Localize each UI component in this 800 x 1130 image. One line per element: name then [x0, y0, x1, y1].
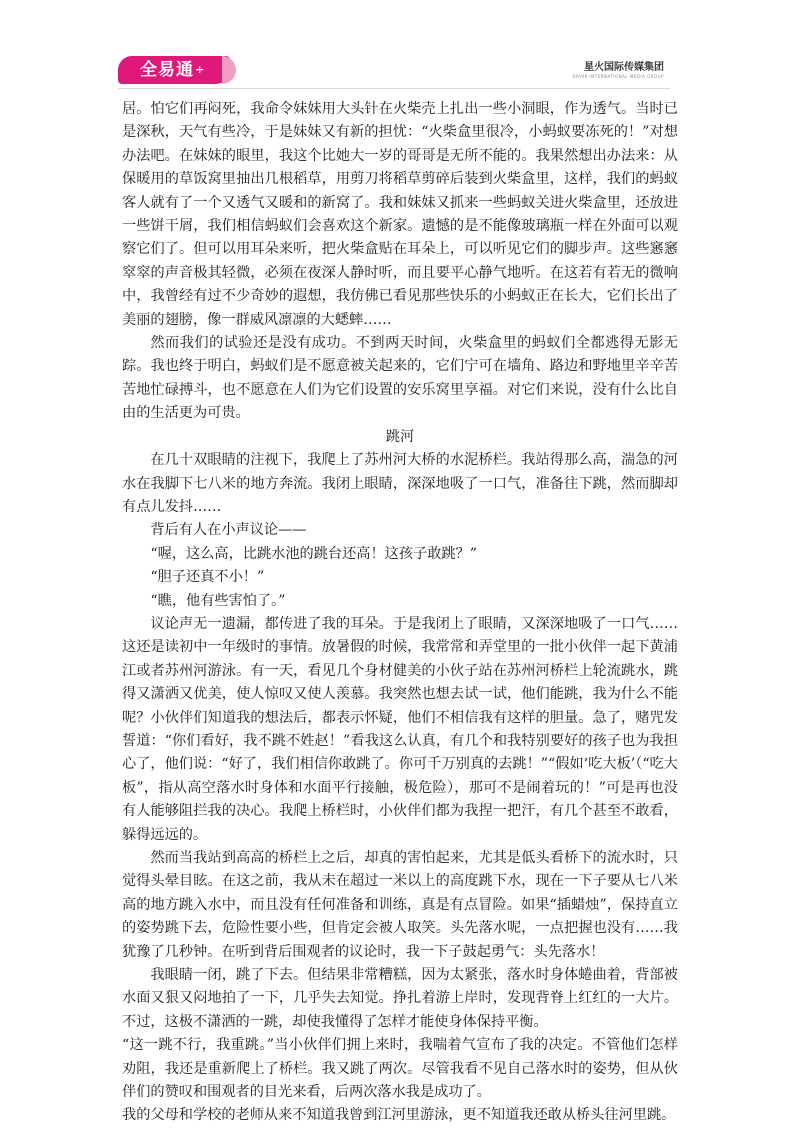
paragraph: 然而当我站到高高的桥栏上之后，却真的害怕起来，尤其是低头看桥下的流水时，只觉得头晕目眩。在这之前，我从未在超过一米以上的高度跳下水，现在一下子要从七八米高的地方跳入水中，而且没有任何准备和训练，真是有点冒险。如果“插蜡烛”，保持直立的姿势跳下去，危险性要小些，但肯定会被人取笑。头先落水呢，一点把握也没有……我犹豫了几秒钟。在听到背后围观者的议论时，我一下子鼓起勇气：头先落水！	[122, 850, 678, 960]
brand-name: 星火国际传媒集团	[584, 62, 664, 73]
paragraph: 居。怕它们再闷死，我命令妹妹用大头针在火柴壳上扎出一些小洞眼，作为透气。当时已是深秋，天气有些冷，于是妹妹又有新的担忧：“火柴盒里很冷，小蚂蚁要冻死的！”对想办法吧。在妹妹的眼里，我这个比她大一岁的哥哥是无所不能的。我果然想出办法来：从保暖用的草饭窝里抽出几根稻草，用剪刀将稻草剪碎后装到火柴盒里，这样，我们的蚂蚁客人就有了一个又透气又暖和的新窝了。我和妹妹又抓来一些蚂蚁关进火柴盒里，还放进一些饼干屑，我们相信蚂蚁们会喜欢这个新家。遗憾的是不能像玻璃瓶一样在外面可以观察它们了。但可以用耳朵来听，把火柴盒贴在耳朵上，可以听见它们的脚步声。这些窸窸窣窣的声音极其轻微，必须在夜深人静时听，而且要平心静气地听。在这若有若无的微响中，我曾经有过不少奇妙的遐想，我仿佛已看见那些快乐的小蚂蚁正在长大，它们长出了美丽的翅膀，像一群威风凛凛的大蟋蟀……	[122, 101, 678, 328]
paragraph: 我的父母和学校的老师从来不知道我曾到江河里游泳，更不知道我还敢从桥头往河里跳。	[122, 1107, 676, 1124]
paragraph: 在几十双眼睛的注视下，我爬上了苏州河大桥的水泥桥栏。我站得那么高，湍急的河水在我脚下七八米的地方奔流。我闭上眼睛，深深地吸了一口气，准备往下跳，然而脚却有点儿发抖……	[122, 452, 678, 515]
quote-line: “胆子还真不小！”	[150, 569, 265, 586]
quote-line: “瞧，他有些害怕了。”	[150, 592, 286, 609]
logo-swoosh-icon	[222, 56, 236, 84]
section-title: 跳河	[385, 428, 415, 445]
logo-plus: +	[195, 63, 206, 76]
logo-text: 全易通	[140, 60, 194, 80]
article-body	[122, 98, 678, 1128]
paragraph: 然而我们的试验还是没有成功。不到两天时间，火柴盒里的蚂蚁们全都逃得无影无踪。我也终于明白，蚂蚁们是不愿意被关起来的，它们宁可在墙角、路边和野地里辛辛苦苦地忙碌搏斗，也不愿意在人们为它们设置的安乐窝里享福。对它们来说，没有什么比自由的生活更为可贵。	[122, 335, 678, 422]
publisher-brand	[572, 58, 664, 79]
brand-subtitle: SPARK INTERNATIONAL MEDIA GROUP	[572, 74, 664, 79]
paragraph: “这一跳不行，我重跳。”当小伙伴们拥上来时，我喘着气宣布了我的决定。不管他们怎样劝阻，我还是重新爬上了桥栏。我又跳了两次。尽管我看不见自己落水时的姿势，但从伙伴们的赞叹和围观者的目光来看，后两次落水我是成功了。	[122, 1037, 678, 1101]
paragraph: 我眼睛一闭，跳了下去。但结果非常糟糕，因为太紧张，落水时身体蜷曲着，背部被水面又狠又闷地拍了一下，几乎失去知觉。挣扎着游上岸时，发现背脊上红红的一大片。不过，这极不潇洒的一跳，却使我懂得了怎样才能使身体保持平衡。	[122, 967, 678, 1030]
paragraph: 背后有人在小声议论——	[150, 522, 307, 539]
paragraph: 议论声无一遗漏，都传进了我的耳朵。于是我闭上了眼睛，又深深地吸了一口气……这还是读初中一年级时的事情。放暑假的时候，我常常和弄堂里的一批小伙伴一起下黄浦江或者苏州河游泳。有一天，看见几个身材健美的小伙子站在苏州河桥栏上轮流跳水，跳得又潇洒又优美，使人惊叹又使人羡慕。我突然也想去试一试，他们能跳，我为什么不能呢？小伙伴们知道我的想法后，都表示怀疑，他们不相信我有这样的胆量。急了，赌咒发誓道：“你们看好，我不跳不姓赵！”看我这么认真，有几个和我特别要好的孩子也为我担心了，他们说：“好了，我们相信你敢跳了。你可千万别真的去跳！”“假如‘吃大板’（“吃大板”，指从高空落水时身体和水面平行接触，极危险），那可不是闹着玩的！”可是再也没有人能够阻拦我的决心。我爬上桥栏时，小伙伴们都为我捏一把汗，有几个甚至不敢看，躲得远远的。	[122, 615, 678, 843]
logo	[118, 56, 230, 84]
quote-line: “喔，这么高，比跳水池的跳台还高！这孩子敢跳？”	[150, 545, 478, 562]
page-header	[118, 52, 670, 90]
header-divider	[118, 88, 670, 89]
